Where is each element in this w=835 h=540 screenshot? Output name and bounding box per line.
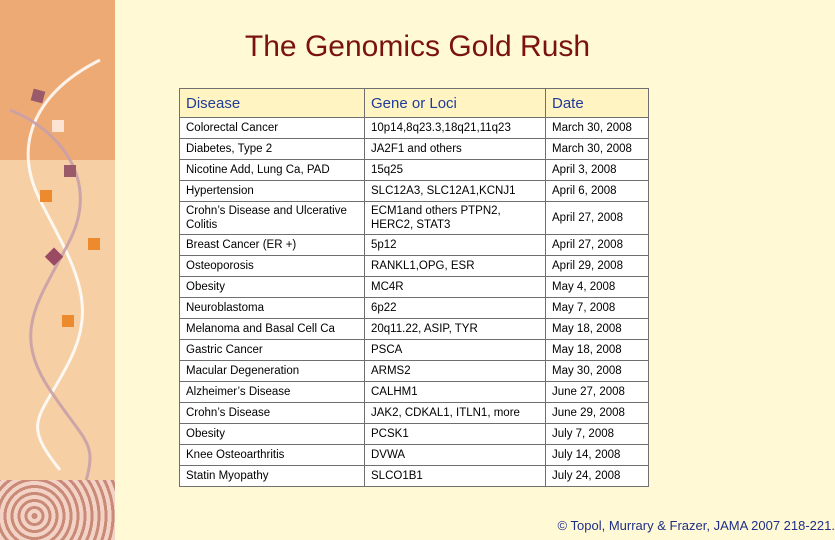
cell-disease: Colorectal Cancer [180, 118, 365, 139]
table-row [180, 466, 649, 487]
cell-gene: PCSK1 [365, 424, 546, 445]
table-row [180, 118, 649, 139]
table-header-row [180, 89, 649, 118]
cell-gene: SLCO1B1 [365, 466, 546, 487]
square-marker [88, 238, 100, 250]
table-row [180, 202, 649, 235]
table-row [180, 382, 649, 403]
cell-disease: Crohn’s Disease and Ulcerative Colitis [180, 202, 365, 235]
table-row [180, 445, 649, 466]
square-marker [62, 315, 74, 327]
cell-gene: 10p14,8q23.3,18q21,11q23 [365, 118, 546, 139]
cell-gene: 20q11.22, ASIP, TYR [365, 319, 546, 340]
square-marker [64, 165, 76, 177]
cell-disease: Obesity [180, 277, 365, 298]
table-row [180, 361, 649, 382]
cell-disease: Gastric Cancer [180, 340, 365, 361]
cell-date: May 18, 2008 [546, 340, 649, 361]
cell-gene: CALHM1 [365, 382, 546, 403]
cell-date: April 6, 2008 [546, 181, 649, 202]
cell-disease: Breast Cancer (ER +) [180, 235, 365, 256]
cell-gene: 6p22 [365, 298, 546, 319]
sidebar-texture [0, 480, 115, 540]
cell-gene: RANKL1,OPG, ESR [365, 256, 546, 277]
cell-disease: Knee Osteoarthritis [180, 445, 365, 466]
column-header-disease: Disease [180, 89, 365, 118]
cell-date: April 29, 2008 [546, 256, 649, 277]
cell-gene: ECM1and others PTPN2, HERC2, STAT3 [365, 202, 546, 235]
cell-disease: Hypertension [180, 181, 365, 202]
table-row [180, 256, 649, 277]
cell-date: May 4, 2008 [546, 277, 649, 298]
cell-disease: Obesity [180, 424, 365, 445]
cell-gene: 15q25 [365, 160, 546, 181]
diamond-marker [45, 248, 63, 266]
genomics-table [179, 88, 649, 487]
cell-gene: SLC12A3, SLC12A1,KCNJ1 [365, 181, 546, 202]
cell-disease: Melanoma and Basal Cell Ca [180, 319, 365, 340]
cell-date: June 29, 2008 [546, 403, 649, 424]
cell-disease: Diabetes, Type 2 [180, 139, 365, 160]
cell-disease: Statin Myopathy [180, 466, 365, 487]
square-marker [40, 190, 52, 202]
table-row [180, 277, 649, 298]
cell-gene: JAK2, CDKAL1, ITLN1, more [365, 403, 546, 424]
cell-date: June 27, 2008 [546, 382, 649, 403]
table-row [180, 319, 649, 340]
decorative-sidebar [0, 0, 115, 540]
cell-date: March 30, 2008 [546, 139, 649, 160]
table-row [180, 403, 649, 424]
cell-date: July 7, 2008 [546, 424, 649, 445]
cell-gene: 5p12 [365, 235, 546, 256]
table-row [180, 235, 649, 256]
table-row [180, 340, 649, 361]
slide-title: The Genomics Gold Rush [244, 30, 591, 63]
cell-date: July 14, 2008 [546, 445, 649, 466]
column-header-gene: Gene or Loci [365, 89, 546, 118]
cell-disease: Neuroblastoma [180, 298, 365, 319]
table-body [180, 118, 649, 487]
cell-date: May 30, 2008 [546, 361, 649, 382]
dna-strand-graphic [0, 0, 115, 540]
column-header-date: Date [546, 89, 649, 118]
cell-disease: Nicotine Add, Lung Ca, PAD [180, 160, 365, 181]
table-row [180, 181, 649, 202]
table-row [180, 160, 649, 181]
cell-gene: PSCA [365, 340, 546, 361]
cell-disease: Macular Degeneration [180, 361, 365, 382]
cell-date: July 24, 2008 [546, 466, 649, 487]
cell-gene: DVWA [365, 445, 546, 466]
cell-date: April 3, 2008 [546, 160, 649, 181]
cell-gene: JA2F1 and others [365, 139, 546, 160]
cell-disease: Crohn’s Disease [180, 403, 365, 424]
cell-gene: ARMS2 [365, 361, 546, 382]
table-row [180, 139, 649, 160]
citation-credit [415, 518, 835, 533]
diamond-marker [31, 89, 46, 104]
table-row [180, 424, 649, 445]
slide-content [115, 0, 835, 540]
cell-disease: Osteoporosis [180, 256, 365, 277]
citation-text: Topol, Murrary & Frazer, JAMA 2007 218-221. [570, 518, 835, 533]
cell-disease: Alzheimer’s Disease [180, 382, 365, 403]
cell-date: April 27, 2008 [546, 235, 649, 256]
table-row [180, 298, 649, 319]
cell-date: March 30, 2008 [546, 118, 649, 139]
square-marker [52, 120, 64, 132]
copyright-symbol: © [557, 518, 568, 533]
cell-date: May 7, 2008 [546, 298, 649, 319]
cell-date: April 27, 2008 [546, 202, 649, 235]
cell-date: May 18, 2008 [546, 319, 649, 340]
cell-gene: MC4R [365, 277, 546, 298]
